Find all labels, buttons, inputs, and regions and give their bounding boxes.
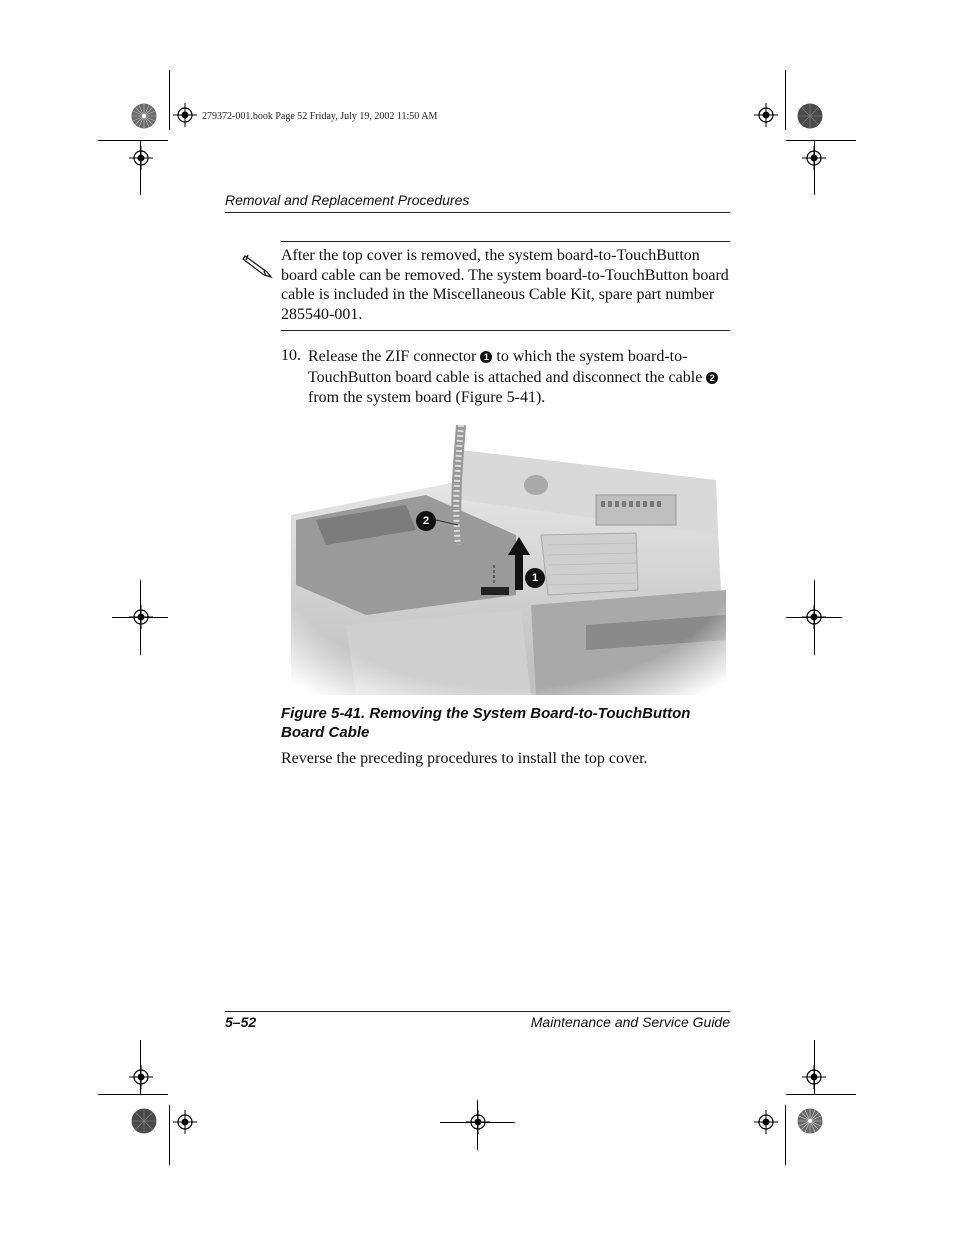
crop-line bbox=[786, 140, 856, 141]
step-text-part: from the system board (Figure 5-41). bbox=[308, 389, 546, 406]
registration-target-icon bbox=[129, 1065, 153, 1089]
registration-target-icon bbox=[802, 146, 826, 170]
header-rule bbox=[225, 212, 730, 213]
crop-line bbox=[98, 1094, 168, 1095]
registration-target-icon bbox=[754, 103, 778, 127]
running-head: Removal and Replacement Procedures bbox=[225, 192, 470, 208]
step-text-part: Release the ZIF connector bbox=[308, 348, 481, 365]
crop-line bbox=[785, 1105, 786, 1165]
registration-target-icon bbox=[173, 103, 197, 127]
crop-line bbox=[785, 70, 786, 130]
guide-title: Maintenance and Service Guide bbox=[530, 1014, 730, 1030]
crop-line bbox=[786, 1094, 856, 1095]
registration-target-icon bbox=[802, 1065, 826, 1089]
crop-line bbox=[786, 617, 842, 618]
color-rosette-icon bbox=[131, 1108, 157, 1134]
figure-caption: Figure 5-41. Removing the System Board-to-TouchButton Board Cable bbox=[281, 705, 691, 741]
crop-line bbox=[112, 617, 168, 618]
callout-2-icon: 2 bbox=[706, 372, 718, 384]
note-top-rule bbox=[281, 241, 730, 242]
color-rosette-icon bbox=[131, 103, 157, 129]
crop-line bbox=[169, 70, 170, 130]
crop-line bbox=[98, 140, 168, 141]
body-paragraph: Reverse the preceding procedures to install the top cover. bbox=[281, 750, 648, 767]
crop-line bbox=[169, 1105, 170, 1165]
step-text bbox=[308, 347, 738, 409]
figure-callout-2: 2 bbox=[416, 511, 436, 531]
callout-1-icon: 1 bbox=[480, 351, 492, 363]
page-number: 5–52 bbox=[225, 1014, 257, 1030]
note-text: After the top cover is removed, the system board-to-TouchButton board cable can be removed. The system board-to-TouchButton board cable is included in the Miscellaneous Cable Kit, spare part number 285540-001. bbox=[281, 247, 729, 323]
figure-callout-1: 1 bbox=[525, 568, 545, 588]
pencil-icon bbox=[242, 253, 274, 279]
registration-target-icon bbox=[129, 146, 153, 170]
note-bottom-rule bbox=[281, 330, 730, 331]
step-text-part: to which the system board-to-TouchButton board cable is attached and disconnect the cable bbox=[308, 348, 707, 386]
book-slug: 279372-001.book Page 52 Friday, July 19, 2002 11:50 AM bbox=[202, 111, 438, 122]
registration-target-icon bbox=[754, 1110, 778, 1134]
color-rosette-icon bbox=[797, 1108, 823, 1134]
step-number: 10. bbox=[281, 347, 301, 364]
color-rosette-icon bbox=[797, 103, 823, 129]
footer-rule bbox=[225, 1011, 730, 1012]
crop-line bbox=[477, 1100, 478, 1150]
figure-system-board-illustration bbox=[286, 425, 730, 695]
registration-target-icon bbox=[173, 1110, 197, 1134]
